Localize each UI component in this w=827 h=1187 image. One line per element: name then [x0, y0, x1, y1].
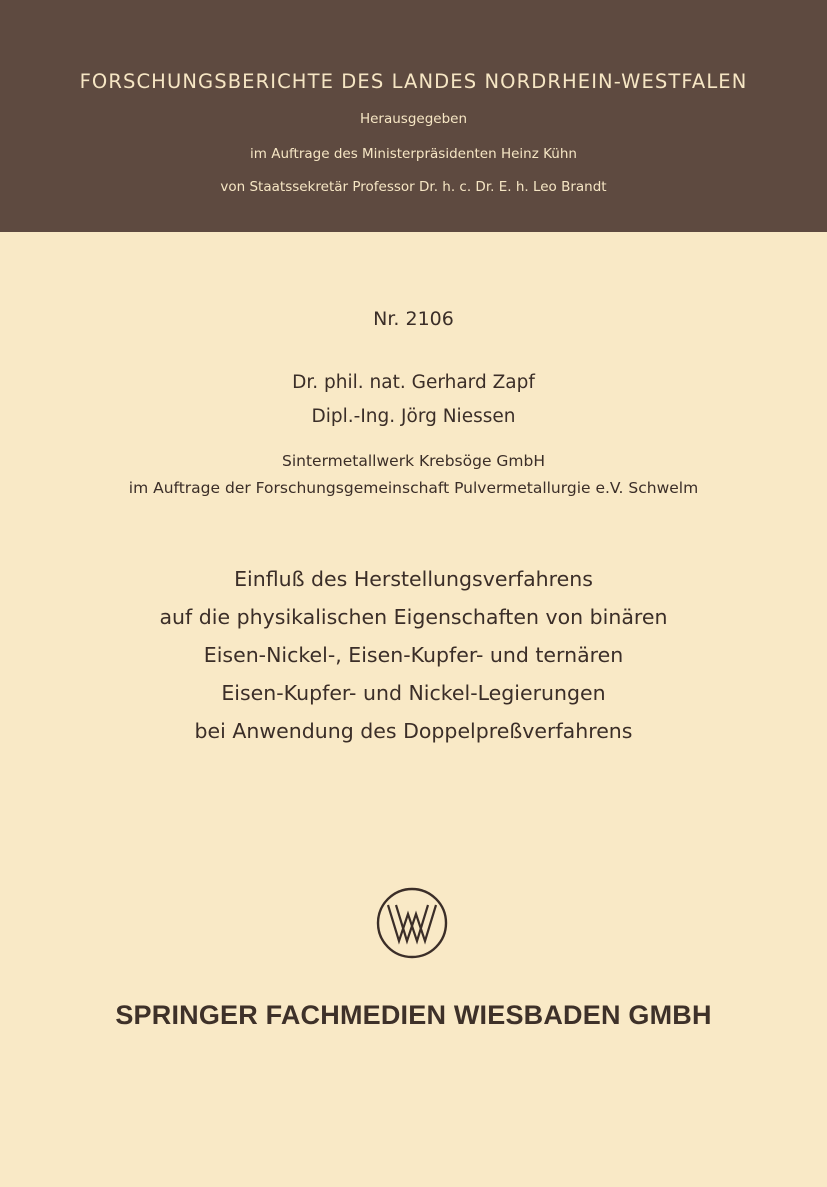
institution-line-1: Sintermetallwerk Krebsöge GmbH: [281, 452, 546, 470]
editor-line-2: im Auftrage des Ministerpräsidenten Heinz Kühn: [250, 146, 577, 162]
title-line-3: Eisen-Nickel-, Eisen-Kupfer- und ternären: [203, 643, 624, 667]
editor-line-1: Herausgegeben: [359, 111, 468, 127]
title-line-5: bei Anwendung des Doppelpreßverfahrens: [194, 719, 633, 743]
report-number: Nr. 2106: [373, 308, 454, 330]
institution-line-2: im Auftrage der Forschungsgemeinschaft Pulvermetallurgie e.V. Schwelm: [128, 479, 699, 497]
title-line-4: Eisen-Kupfer- und Nickel-Legierungen: [221, 681, 606, 705]
series-title: FORSCHUNGSBERICHTE DES LANDES NORDRHEIN-WESTFALEN: [79, 70, 748, 93]
author-1: Dr. phil. nat. Gerhard Zapf: [292, 372, 535, 393]
header-band: [0, 0, 827, 232]
title-line-2: auf die physikalischen Eigenschaften von binären: [159, 605, 668, 629]
westdeutscher-verlag-logo: [375, 886, 449, 960]
author-2: Dipl.-Ing. Jörg Niessen: [311, 406, 516, 427]
publisher-name: SPRINGER FACHMEDIEN WIESBADEN GMBH: [115, 1000, 712, 1030]
book-title: [0, 560, 827, 750]
editor-line-3: von Staatssekretär Professor Dr. h. c. Dr. E. h. Leo Brandt: [220, 179, 607, 195]
title-line-1: Einfluß des Herstellungsverfahrens: [234, 567, 593, 591]
